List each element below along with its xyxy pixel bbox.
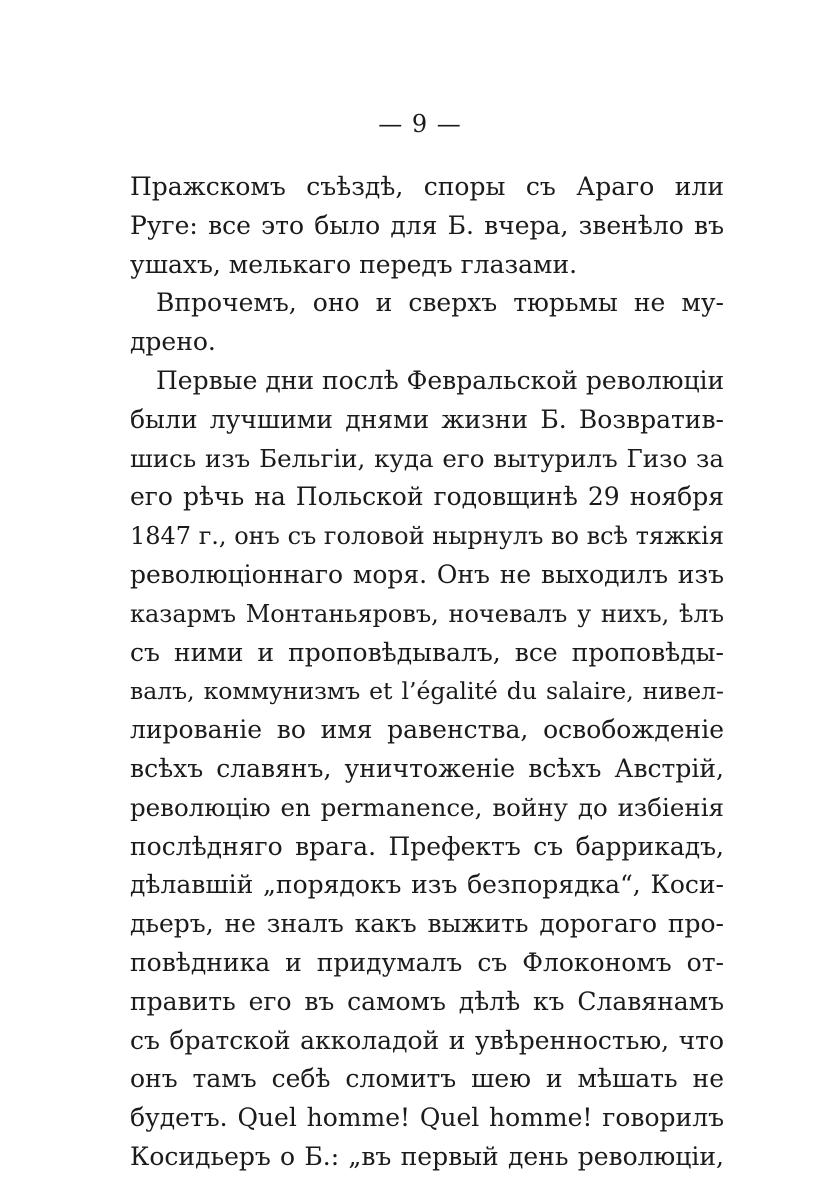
paragraph-start-line: Впрочемъ, оно и сверхъ тюрьмы не му- [156,288,724,318]
text-line: Руге: все это было для Б. вчера, звенѣло въ [130,210,724,240]
text-line: Косидьеръ о Б.: „въ первый день революціи, [130,1141,724,1171]
text-line: съ братской акколадой и увѣренностью, что [130,1025,724,1055]
text-line: будетъ. Quel homme! Quel homme! говорилъ [130,1103,724,1133]
text-line: повѣдника и придумалъ съ Флокономъ от- [130,947,724,977]
text-line: революціоннаго моря. Онъ не выходилъ изъ [130,559,724,589]
text-line: революцію en permanence, войну до избіенія [130,792,724,822]
text-line: ушахъ, мелькаго передъ глазами. [130,249,578,279]
text-line: шись изъ Бельгіи, куда его вытурилъ Гизо за [130,443,724,473]
text-line: казармъ Монтаньяровъ, ночевалъ у нихъ, ѣлъ [130,599,724,628]
text-line: дьеръ, не зналъ какъ выжить дорогаго про- [130,909,724,939]
text-line: валъ, коммунизмъ et l’égalité du salaire, нивел- [130,677,724,706]
body-text [130,168,724,1177]
text-line: Пражскомъ съѣздѣ, споры съ Араго или [130,172,724,201]
text-line: всѣхъ славянъ, уничтоженіе всѣхъ Австрій, [130,753,724,783]
text-line: съ ними и проповѣдывалъ, все проповѣды- [130,637,724,667]
page-number: — 9 — [378,110,462,138]
text-line: его рѣчь на Польской годовщинѣ 29 ноября [130,482,724,512]
text-line: править его въ самомъ дѣлѣ къ Славянамъ [130,986,724,1016]
text-line: дрено. [130,327,216,357]
text-line: послѣдняго врага. Префектъ съ баррикадъ, [130,831,724,861]
text-line: онъ тамъ себѣ сломитъ шею и мѣшать не [130,1064,724,1094]
text-line: были лучшими днями жизни Б. Возвратив- [130,404,724,434]
text-line: 1847 г., онъ съ головой нырнулъ во всѣ тяжкія [130,522,724,551]
paragraph-start-line: Первые дни послѣ Февральской революціи [156,365,725,395]
text-line: лированіе во имя равенства, освобожденіе [130,715,724,745]
text-line: дѣлавшій „порядокъ изъ безпорядка“, Коси- [130,870,724,900]
